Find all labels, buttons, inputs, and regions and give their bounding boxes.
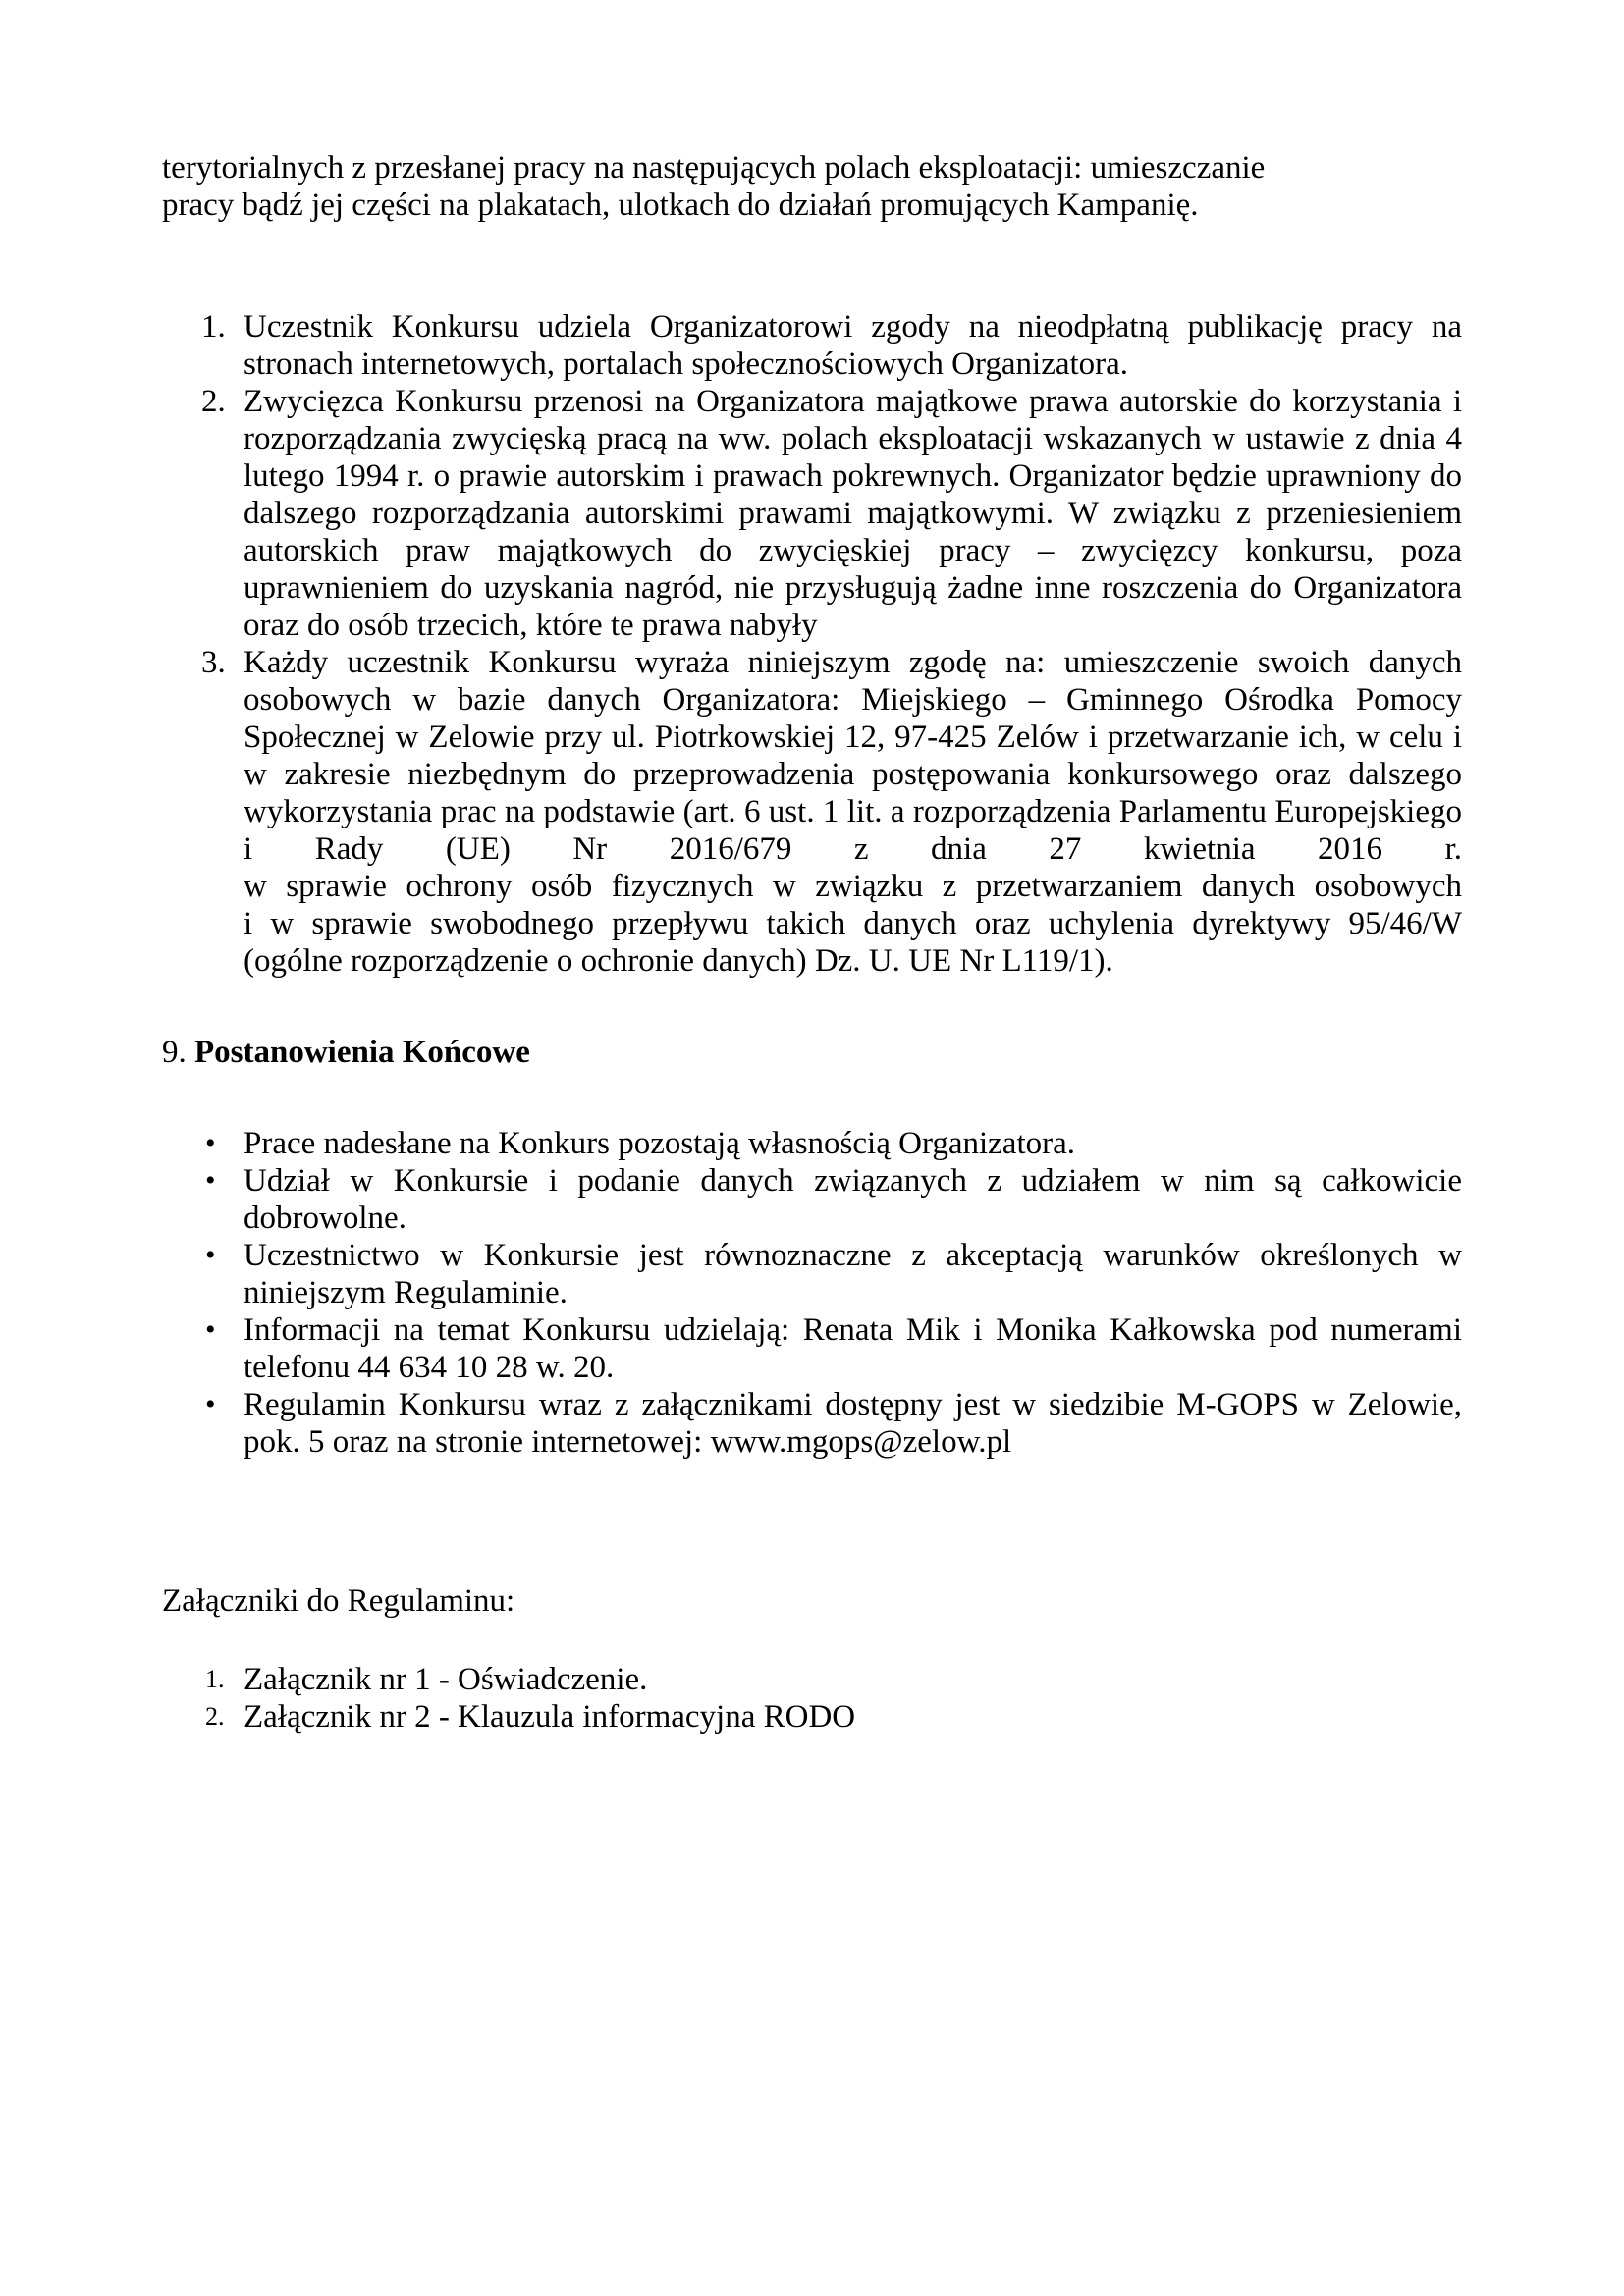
- bullet-item: [162, 1311, 1462, 1386]
- bullet-item: [162, 1125, 1462, 1162]
- attachment-number: 2.: [205, 1702, 225, 1731]
- terms-list: [162, 308, 1462, 980]
- bullet-text: Uczestnictwo w Konkursie jest równoznaczne z akceptacją warunków określonych w niniejszym Regulaminie.: [244, 1238, 1462, 1310]
- bullet-text: Regulamin Konkursu wraz z załącznikami dostępny jest w siedzibie M-GOPS w Zelowie, pok. 5 oraz na stronie internetowej: www.mgops@zelow.pl: [244, 1387, 1462, 1460]
- bullet-item: [162, 1237, 1462, 1311]
- attachment-item: [162, 1661, 1462, 1698]
- list-item-number: 3.: [201, 645, 226, 680]
- list-item-number: 2.: [201, 384, 226, 419]
- list-item-body: [244, 644, 1462, 980]
- intro-line: pracy bądź jej części na plakatach, ulotkach do działań promujących Kampanię.: [162, 187, 1199, 223]
- list-item-body: [244, 308, 1462, 383]
- bullet-marker: •: [205, 1164, 216, 1197]
- bullet-text: Udział w Konkursie i podanie danych związanych z udziałem w nim są całkowicie dobrowolne.: [244, 1163, 1462, 1236]
- list-item-text: w sprawie ochrony osób fizycznych w związku z przetwarzaniem danych osobowych: [244, 869, 1462, 904]
- intro-paragraph: [162, 149, 1462, 224]
- list-item-text: Zwycięzca Konkursu przenosi na Organizatora majątkowe prawa autorskie do korzystania i rozporządzania zwycięską pracą na ww. polach eksploatacji wskazanych w ustawie z dnia 4 lutego 1994 r. o prawie autorskim i prawach pokrewnych. Organizator będzie uprawniony do dalszego rozporządzania autorskimi prawami majątkowymi. W związku z przeniesieniem autorskich praw majątkowych do zwycięskiej pracy – zwycięzcy konkursu, poza uprawnieniem do uzyskania nagród, nie przysługują żadne inne roszczenia do Organizatora oraz do osób trzecich, które te prawa nabyły: [244, 384, 1462, 643]
- section-number: 9.: [162, 1035, 187, 1070]
- terms-list-item: [162, 383, 1462, 644]
- bullet-item: [162, 1162, 1462, 1237]
- attachment-item: [162, 1698, 1462, 1735]
- list-item-text: i w sprawie swobodnego przepływu takich danych oraz uchylenia dyrektywy 95/46/W (ogólne rozporządzenie o ochronie danych) Dz. U. UE Nr L119/1).: [244, 906, 1462, 979]
- bullet-text: Informacji na temat Konkursu udzielają: Renata Mik i Monika Kałkowska pod numerami telefonu 44 634 10 28 w. 20.: [244, 1312, 1462, 1385]
- bullet-item: [162, 1386, 1462, 1461]
- bullet-marker: •: [205, 1239, 216, 1271]
- bullet-marker: •: [205, 1313, 216, 1346]
- list-item-text: Uczestnik Konkursu udziela Organizatorowi zgody na nieodpłatną publikację pracy na stronach internetowych, portalach społecznościowych Organizatora.: [244, 309, 1462, 382]
- final-provisions-list: [162, 1125, 1462, 1461]
- attachments-list: [162, 1661, 1462, 1735]
- attachment-number: 1.: [205, 1665, 225, 1693]
- attachments-heading: Załączniki do Regulaminu:: [162, 1583, 515, 1619]
- section-title: Postanowienia Końcowe: [194, 1035, 530, 1070]
- attachment-label: Załącznik nr 2 - Klauzula informacyjna RODO: [244, 1699, 856, 1735]
- terms-list-item: [162, 644, 1462, 980]
- list-item-text: Każdy uczestnik Konkursu wyraża niniejszym zgodę na: umieszczenie swoich danych osobowych w bazie danych Organizatora: Miejskiego – Gminnego Ośrodka Pomocy Społecznej w Zelowie przy ul. Piotrkowskiej 12, 97-425 Zelów i przetwarzanie ich, w celu i w zakresie niezbędnym do przeprowadzenia postępowania konkursowego oraz dalszego wykorzystania prac na podstawie (art. 6 ust. 1 lit. a rozporządzenia Parlamentu Europejskiego i Rady (UE) Nr 2016/679 z dnia 27 kwietnia 2016 r.: [244, 645, 1462, 867]
- attachment-label: Załącznik nr 1 - Oświadczenie.: [244, 1662, 648, 1697]
- terms-list-item: [162, 308, 1462, 383]
- list-item-number: 1.: [201, 309, 226, 345]
- bullet-marker: •: [205, 1388, 216, 1420]
- bullet-text: Prace nadesłane na Konkurs pozostają własnością Organizatora.: [244, 1126, 1075, 1161]
- list-item-body: [244, 383, 1462, 644]
- intro-line: terytorialnych z przesłanej pracy na następujących polach eksploatacji: umieszczanie: [162, 150, 1266, 186]
- section-heading: [162, 1034, 1462, 1071]
- bullet-marker: •: [205, 1127, 216, 1159]
